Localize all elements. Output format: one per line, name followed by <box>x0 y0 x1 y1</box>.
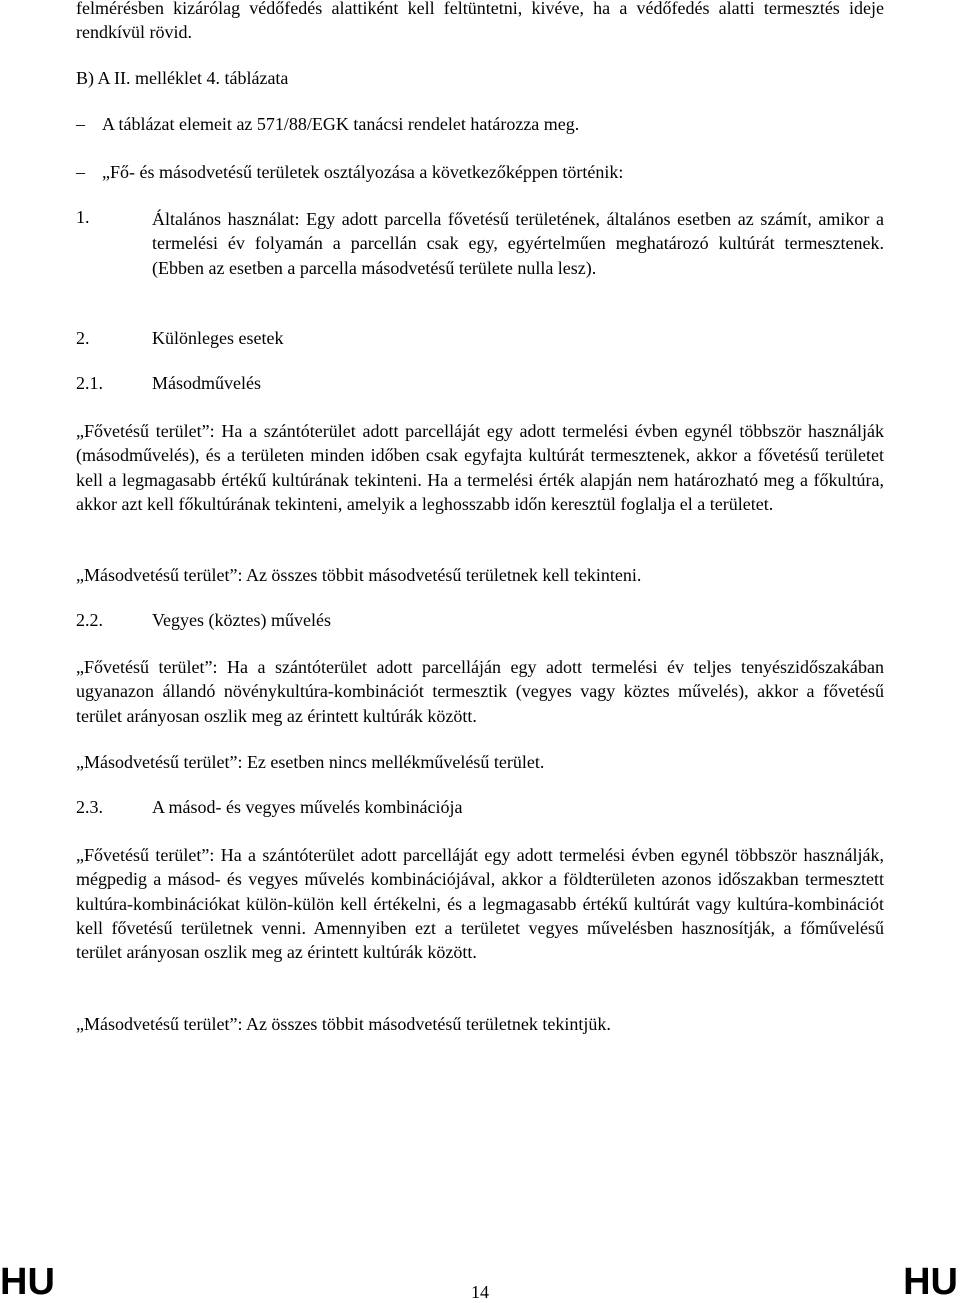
item-2-2-heading: Vegyes (köztes) művelés <box>152 610 331 630</box>
item-2-number: 2. <box>76 328 90 348</box>
footer-language-right: HU <box>903 1261 958 1303</box>
section-2-3-paragraph-secondary: „Másodvetésű terület”: Az összes többit másodvetésű területnek tekintjük. <box>76 1014 611 1034</box>
dash-mark: – <box>76 114 85 134</box>
dash-item-1 <box>76 114 579 135</box>
item-2-2-number: 2.2. <box>76 610 103 630</box>
dash-item-text: „Fő- és másodvetésű területek osztályozása a következőképpen történik: <box>102 162 624 182</box>
section-2-3-paragraph-main: „Fővetésű terület”: Ha a szántóterület adott parcelláját egy adott termelési évben egynél többször használják, mégpedig a másod- és vegyes művelés kombinációjával, akkor a földterületen azonos időszakban termesztett kultúra-kombinációkat külön-külön kell értékelni, és a legmagasabb értékű kultúrát vagy kultúra-kombinációt kell fővetésű területnek venni. Amennyiben ezt a területet vegyes művelésben hasznosítják, a főművelésű terület arányosan oszlik meg az érintett kultúrák között. <box>76 845 884 963</box>
section-2-1-paragraph-main: „Fővetésű terület”: Ha a szántóterület adott parcelláját egy adott termelési évben egynél többször használják (másodművelés), és a területen minden időben csak egyfajta kultúrát termesztenek, akkor a fővetésű területet kell a legmagasabb értékű kultúrának tekinteni. Ha a termelési érték alapján nem határozható meg a főkultúra, akkor azt kell főkultúrának tekinteni, amelyik a leghosszabb időn keresztül foglalja el a területet. <box>76 421 884 514</box>
item-2-1-number: 2.1. <box>76 373 103 393</box>
item-2-heading: Különleges esetek <box>152 328 284 348</box>
dash-item-text: A táblázat elemeit az 571/88/EGK tanácsi rendelet határozza meg. <box>102 114 580 134</box>
item-2-3-heading: A másod- és vegyes művelés kombinációja <box>152 797 463 817</box>
item-1-number: 1. <box>76 207 90 227</box>
dash-mark: – <box>76 162 85 182</box>
section-b-heading: B) A II. melléklet 4. táblázata <box>76 68 289 88</box>
intro-paragraph: felmérésben kizárólag védőfedés alattiként kell feltüntetni, kivéve, ha a védőfedés alatti termesztés ideje rendkívül rövid. <box>76 0 884 43</box>
page-number: 14 <box>471 1282 489 1302</box>
section-2-2-paragraph-main: „Fővetésű terület”: Ha a szántóterület adott parcelláján egy adott termelési év teljes tenyészidőszakában ugyanazon állandó növénykultúra-kombinációt termesztik (vegyes vagy köztes művelés), akkor a fővetésű terület arányosan oszlik meg az érintett kultúrák között. <box>76 657 884 726</box>
dash-item-2 <box>76 162 623 183</box>
section-2-2-paragraph-secondary: „Másodvetésű terület”: Ez esetben nincs mellékművelésű terület. <box>76 752 545 772</box>
footer-language-left: HU <box>0 1261 55 1303</box>
item-1-text: Általános használat: Egy adott parcella fővetésű területének, általános esetben az számít, amikor a termelési év folyamán a parcellán csak egy, egyértelműen meghatározó kultúrát termesztenek. (Ebben az esetben a parcella másodvetésű területe nulla lesz). <box>152 209 884 278</box>
item-2-3-number: 2.3. <box>76 797 103 817</box>
section-2-1-paragraph-secondary: „Másodvetésű terület”: Az összes többit másodvetésű területnek kell tekinteni. <box>76 565 642 585</box>
item-2-1-heading: Másodművelés <box>152 373 261 393</box>
